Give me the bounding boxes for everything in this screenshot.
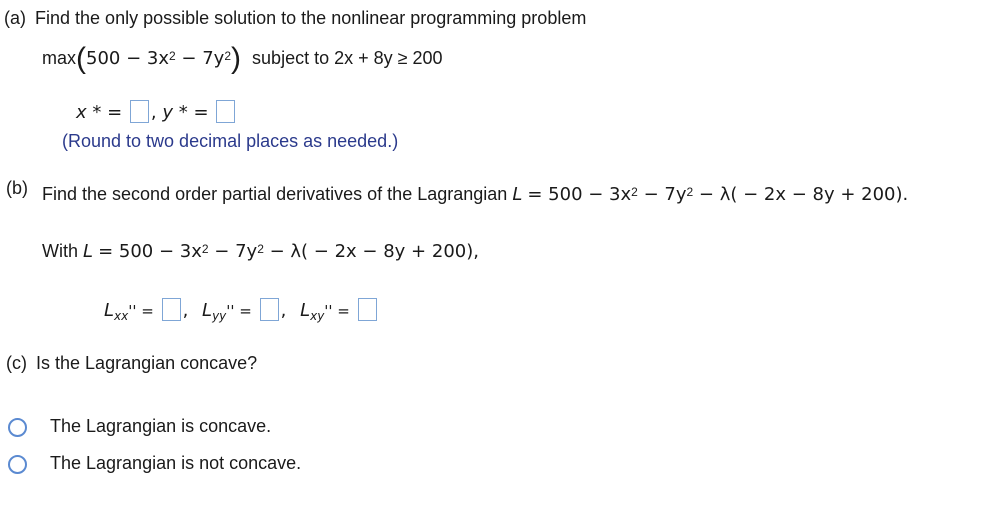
x-exponent: 2 — [201, 242, 209, 256]
part-a-label: (a) — [4, 8, 26, 28]
lyy-input[interactable] — [260, 298, 279, 321]
second-derivatives-row — [104, 298, 379, 321]
option-concave-label[interactable]: The Lagrangian is concave. — [50, 416, 272, 436]
with-mid: − 7y — [208, 241, 258, 262]
part-c-prompt: Is the Lagrangian concave? — [36, 353, 258, 373]
comma: , — [280, 300, 287, 321]
rounding-note: (Round to two decimal places as needed.) — [62, 131, 399, 151]
comma: , — [182, 300, 189, 321]
lxy-input[interactable] — [358, 298, 377, 321]
lagrangian-symbol: L — [512, 184, 523, 205]
open-paren: ( — [76, 42, 87, 75]
lagrangian-eq: = 500 − 3x — [527, 184, 632, 205]
lagrangian-symbol: L — [83, 241, 94, 262]
y-star-input[interactable] — [216, 100, 235, 123]
lagrangian-tail: − λ( − 2x − 8y + 200). — [693, 184, 909, 205]
lagrangian-mid: − 7y — [637, 184, 687, 205]
lyy-label: $L_{yy}''$ = — [202, 300, 252, 323]
lxy-label: $L_{xy}''$ = — [300, 300, 350, 323]
lxx-input[interactable] — [162, 298, 181, 321]
radio-concave[interactable] — [8, 418, 27, 437]
x-exponent: 2 — [631, 185, 638, 199]
x-star-label: x * = — [76, 102, 123, 123]
solution-row — [76, 100, 237, 123]
part-b-prompt: Find the second order partial derivatives of the Lagrangian — [42, 184, 508, 204]
objective-body: 500 − 3x — [86, 48, 170, 69]
part-b-label: (b) — [6, 178, 28, 198]
close-paren: ) — [231, 42, 242, 75]
part-c-label: (c) — [6, 353, 27, 373]
with-label: With — [42, 241, 78, 261]
part-a-prompt: Find the only possible solution to the nonlinear programming problem — [35, 8, 587, 28]
objective-function — [42, 38, 443, 75]
with-lagrangian — [42, 241, 479, 262]
max-label: max — [42, 48, 77, 68]
objective-mid: − 7y — [175, 48, 225, 69]
y-exponent: 2 — [686, 185, 694, 199]
part-a-question — [4, 8, 586, 29]
part-c-question — [6, 353, 257, 374]
lxx-label: $L_{xx}''$ = — [104, 300, 154, 323]
y-star-label: y * = — [162, 102, 209, 123]
comma: , — [150, 102, 157, 123]
radio-not-concave[interactable] — [8, 455, 27, 474]
with-eq: = 500 − 3x — [98, 241, 202, 262]
option-not-concave-label[interactable]: The Lagrangian is not concave. — [50, 453, 302, 473]
y-exponent: 2 — [257, 242, 264, 256]
x-star-input[interactable] — [130, 100, 149, 123]
y-exponent: 2 — [224, 49, 232, 63]
constraint-text: subject to 2x + 8y ≥ 200 — [252, 48, 443, 68]
part-b-question — [42, 184, 908, 205]
with-tail: − λ( − 2x − 8y + 200), — [263, 241, 479, 262]
x-exponent: 2 — [169, 49, 176, 63]
